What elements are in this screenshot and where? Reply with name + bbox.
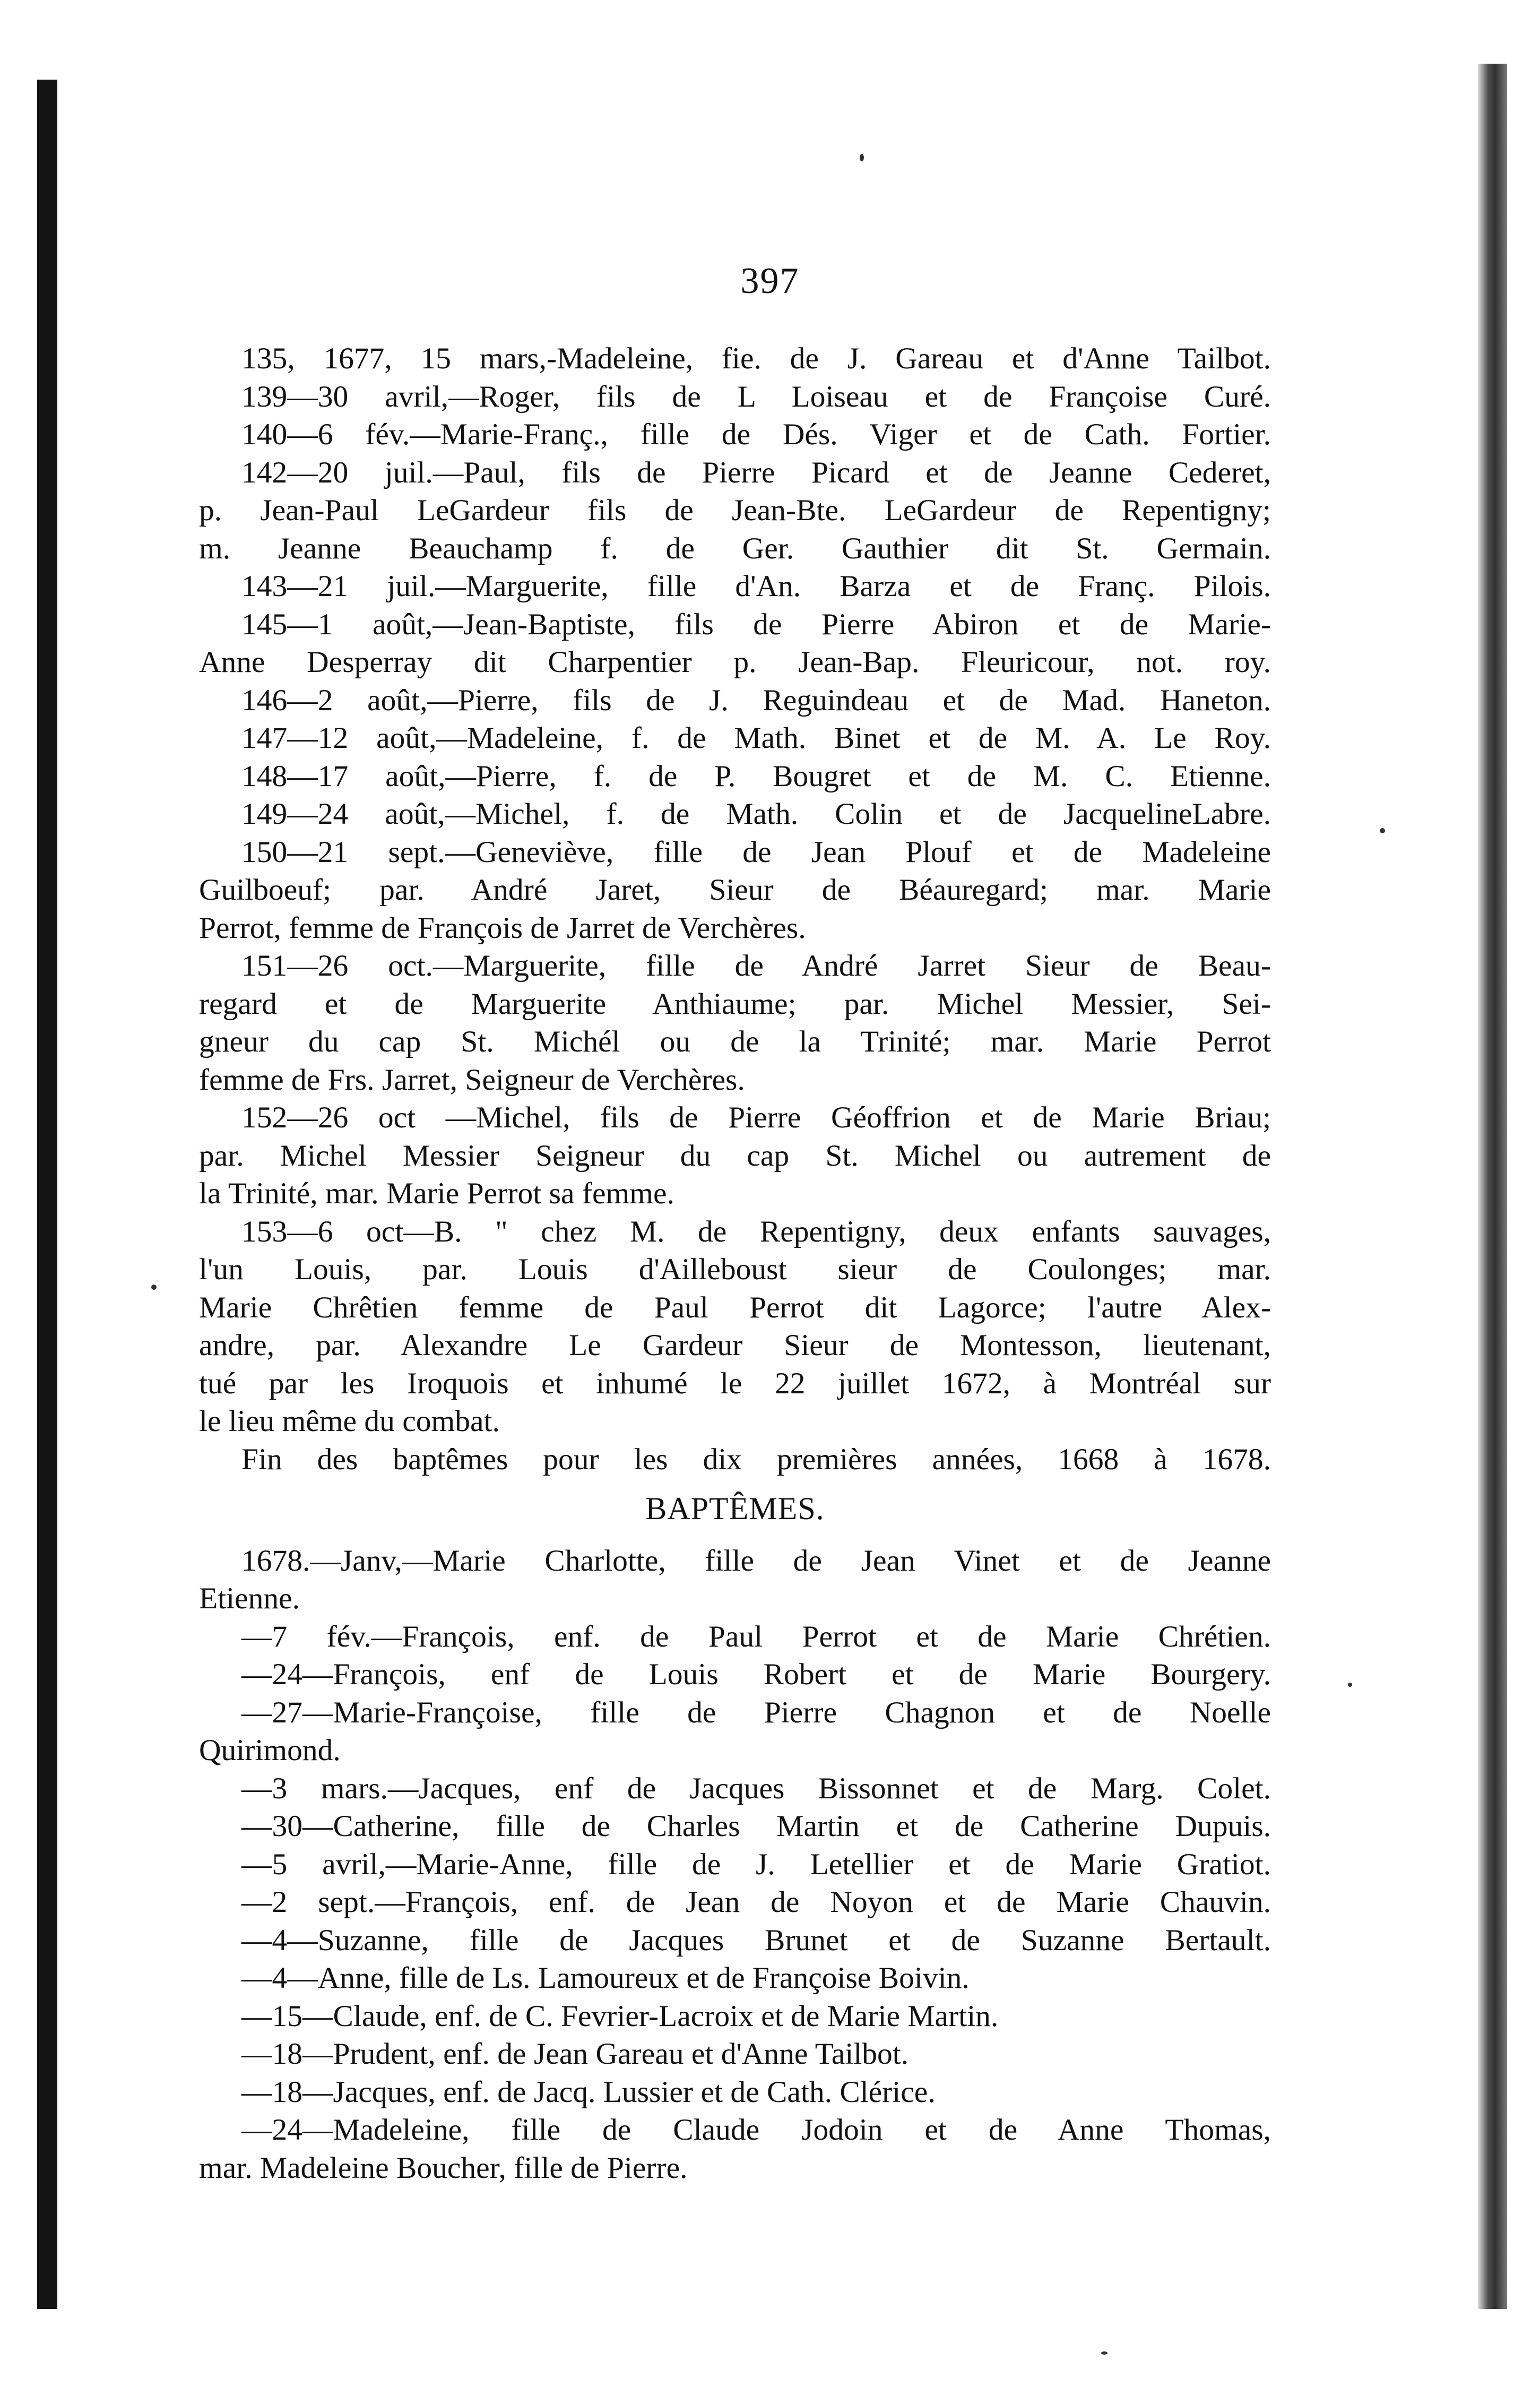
text-line: Fin des baptêmes pour les dix premières années, 1668 à 1678. [241,1442,1271,1476]
scan-speck [1348,1683,1352,1687]
text-line: 135, 1677, 15 mars,-Madeleine, fie. de J. Gareau et d'Anne Tailbot. [241,342,1271,375]
baptism-entries-1678 [199,1542,1271,2187]
text-line: —24—Madeleine, fille de Claude Jodoin et de Anne Thomas, [241,2113,1271,2147]
text-line: 147—12 août,—Madeleine, f. de Math. Binet et de M. A. Le Roy. [241,721,1271,755]
text-line: l'un Louis, par. Louis d'Ailleboust sieur de Coulonges; mar. [199,1253,1271,1286]
text-line: —4—Suzanne, fille de Jacques Brunet et de Suzanne Bertault. [241,1923,1271,1957]
text-line: m. Jeanne Beauchamp f. de Ger. Gauthier dit St. Germain. [199,531,1271,565]
text-line: p. Jean-Paul LeGardeur fils de Jean-Bte. LeGardeur de Repentigny; [199,494,1271,527]
text-line: —18—Prudent, enf. de Jean Gareau et d'Anne Tailbot. [241,2037,909,2071]
text-line: 145—1 août,—Jean-Baptiste, fils de Pierre Abiron et de Marie- [241,607,1271,641]
text-line: 148—17 août,—Pierre, f. de P. Bougret et de M. C. Etienne. [241,759,1271,793]
text-line: regard et de Marguerite Anthiaume; par. Michel Messier, Sei- [199,987,1271,1021]
text-line: —5 avril,—Marie-Anne, fille de J. Letellier et de Marie Gratiot. [241,1847,1271,1881]
text-line: femme de Frs. Jarret, Seigneur de Verchères. [199,1063,745,1097]
text-line: —24—François, enf de Louis Robert et de Marie Bourgery. [241,1658,1271,1691]
scan-speck [1380,828,1385,833]
page-number: 397 [740,261,800,301]
text-line: Perrot, femme de François de Jarret de Verchères. [199,911,806,945]
text-line: —2 sept.—François, enf. de Jean de Noyon et de Marie Chauvin. [241,1885,1271,1919]
text-line: —4—Anne, fille de Ls. Lamoureux et de Françoise Boivin. [241,1961,970,1995]
text-line: —3 mars.—Jacques, enf de Jacques Bissonnet et de Marg. Colet. [241,1771,1271,1805]
text-line: 140—6 fév.—Marie-Franç., fille de Dés. Viger et de Cath. Fortier. [241,418,1271,451]
text-line: 149—24 août,—Michel, f. de Math. Colin et de JacquelineLabre. [241,797,1271,831]
text-line: —27—Marie-Françoise, fille de Pierre Chagnon et de Noelle [241,1695,1271,1729]
text-line: 139—30 avril,—Roger, fils de L Loiseau et de Françoise Curé. [241,380,1271,413]
text-line: —15—Claude, enf. de C. Fevrier-Lacroix et de Marie Martin. [241,1999,999,2033]
text-line: 150—21 sept.—Geneviève, fille de Jean Plouf et de Madeleine [241,835,1271,869]
text-line: —18—Jacques, enf. de Jacq. Lussier et de Cath. Clérice. [241,2075,936,2109]
page-binding-edge-right [1478,64,1507,2309]
text-line: 146—2 août,—Pierre, fils de J. Reguindeau et de Mad. Haneton. [241,683,1271,717]
text-line: tué par les Iroquois et inhumé le 22 juillet 1672, à Montréal sur [199,1366,1271,1400]
text-line: 1678.—Janv,—Marie Charlotte, fille de Jean Vinet et de Jeanne [241,1544,1271,1578]
text-line: 152—26 oct —Michel, fils de Pierre Géoffrion et de Marie Briau; [241,1101,1271,1134]
text-line: 153—6 oct—B. " chez M. de Repentigny, deux enfants sauvages, [241,1214,1271,1248]
section-heading-baptemes: BAPTÊMES. [645,1491,825,1526]
text-line: Anne Desperray dit Charpentier p. Jean-Bap. Fleuricour, not. roy. [199,645,1271,679]
text-line: gneur du cap St. Michél ou de la Trinité; mar. Marie Perrot [199,1025,1271,1058]
text-line: andre, par. Alexandre Le Gardeur Sieur de Montesson, lieutenant, [199,1329,1271,1362]
text-line: mar. Madeleine Boucher, fille de Pierre. [199,2151,688,2185]
text-line: la Trinité, mar. Marie Perrot sa femme. [199,1177,674,1210]
text-line: Marie Chrêtien femme de Paul Perrot dit Lagorce; l'autre Alex- [199,1290,1271,1324]
text-line: —30—Catherine, fille de Charles Martin et de Catherine Dupuis. [241,1809,1271,1843]
text-line: Etienne. [199,1582,300,1615]
scan-speck [1101,2351,1108,2355]
scan-speck [860,154,864,161]
document-body [199,340,1271,2187]
text-line: Guilboeuf; par. André Jaret, Sieur de Béauregard; mar. Marie [199,873,1271,907]
text-line: 143—21 juil.—Marguerite, fille d'An. Barza et de Franç. Pilois. [241,570,1271,603]
text-line: le lieu même du combat. [199,1404,500,1438]
text-line: Quirimond. [199,1734,341,1767]
text-line: 142—20 juil.—Paul, fils de Pierre Picard et de Jeanne Cederet, [241,455,1271,489]
text-line: —7 fév.—François, enf. de Paul Perrot et de Marie Chrétien. [241,1619,1271,1653]
baptism-entries-1668-1678 [199,340,1271,1478]
page-binding-edge-left [37,80,57,2309]
scan-speck [151,1285,157,1290]
text-line: par. Michel Messier Seigneur du cap St. Michel ou autrement de [199,1139,1271,1173]
text-line: 151—26 oct.—Marguerite, fille de André Jarret Sieur de Beau- [241,949,1271,983]
